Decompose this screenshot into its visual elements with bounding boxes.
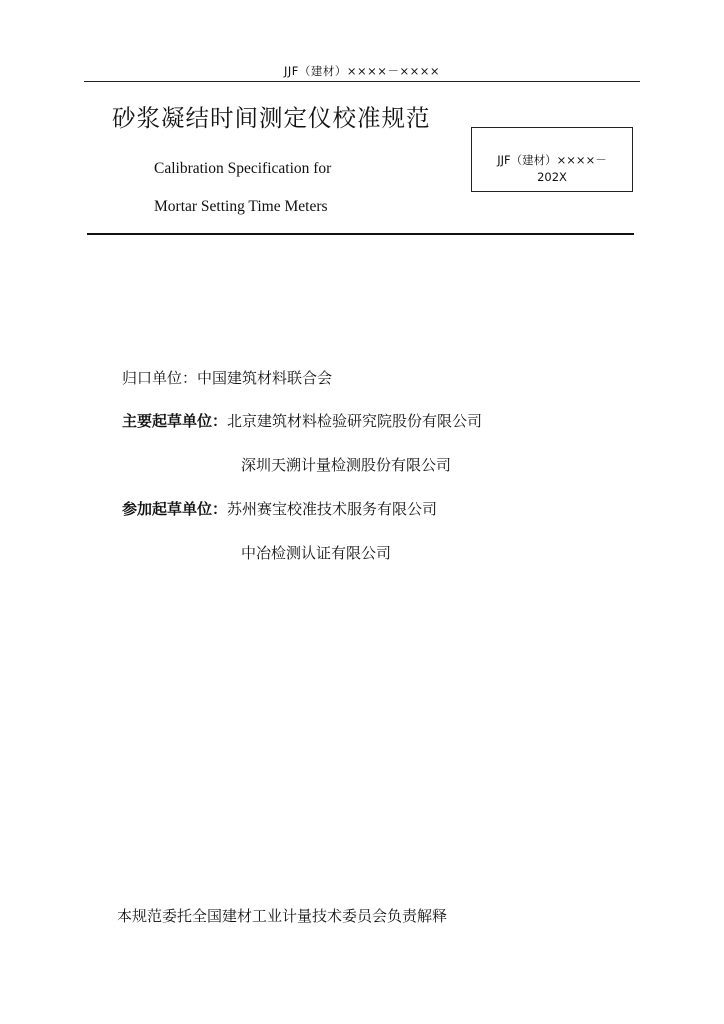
centralized-unit-value: 中国建筑材料联合会: [197, 369, 333, 387]
document-code-header: JJF（建材）××××－××××: [284, 64, 440, 78]
main-drafting-unit-label: 主要起草单位：: [122, 412, 228, 430]
main-drafting-unit-1: 北京建筑材料检验研究院股份有限公司: [227, 412, 483, 430]
participating-drafting-unit-1: 苏州赛宝校准技术服务有限公司: [227, 500, 438, 518]
participating-drafting-unit-row: [122, 498, 437, 519]
title-divider: [87, 233, 634, 235]
participating-drafting-unit-2: 中冶检测认证有限公司: [241, 544, 392, 562]
main-drafting-unit-2: 深圳天溯计量检测股份有限公司: [241, 456, 452, 474]
document-code-box: [471, 127, 633, 192]
main-drafting-unit-row: [122, 410, 482, 431]
centralized-unit-row: [122, 367, 332, 388]
participating-drafting-unit-label: 参加起草单位：: [122, 500, 228, 518]
document-code-line-1: JJF（建材）××××－: [497, 153, 607, 167]
centralized-unit-label: 归口单位：: [122, 369, 198, 387]
english-title-line-1: Calibration Specification for: [154, 160, 332, 177]
document-title: 砂浆凝结时间测定仪校准规范: [112, 104, 431, 132]
header-divider: [84, 81, 640, 82]
english-title-line-2: Mortar Setting Time Meters: [154, 198, 328, 215]
document-code-line-2: 202X: [537, 170, 567, 184]
interpretation-note: 本规范委托全国建材工业计量技术委员会负责解释: [117, 907, 448, 925]
